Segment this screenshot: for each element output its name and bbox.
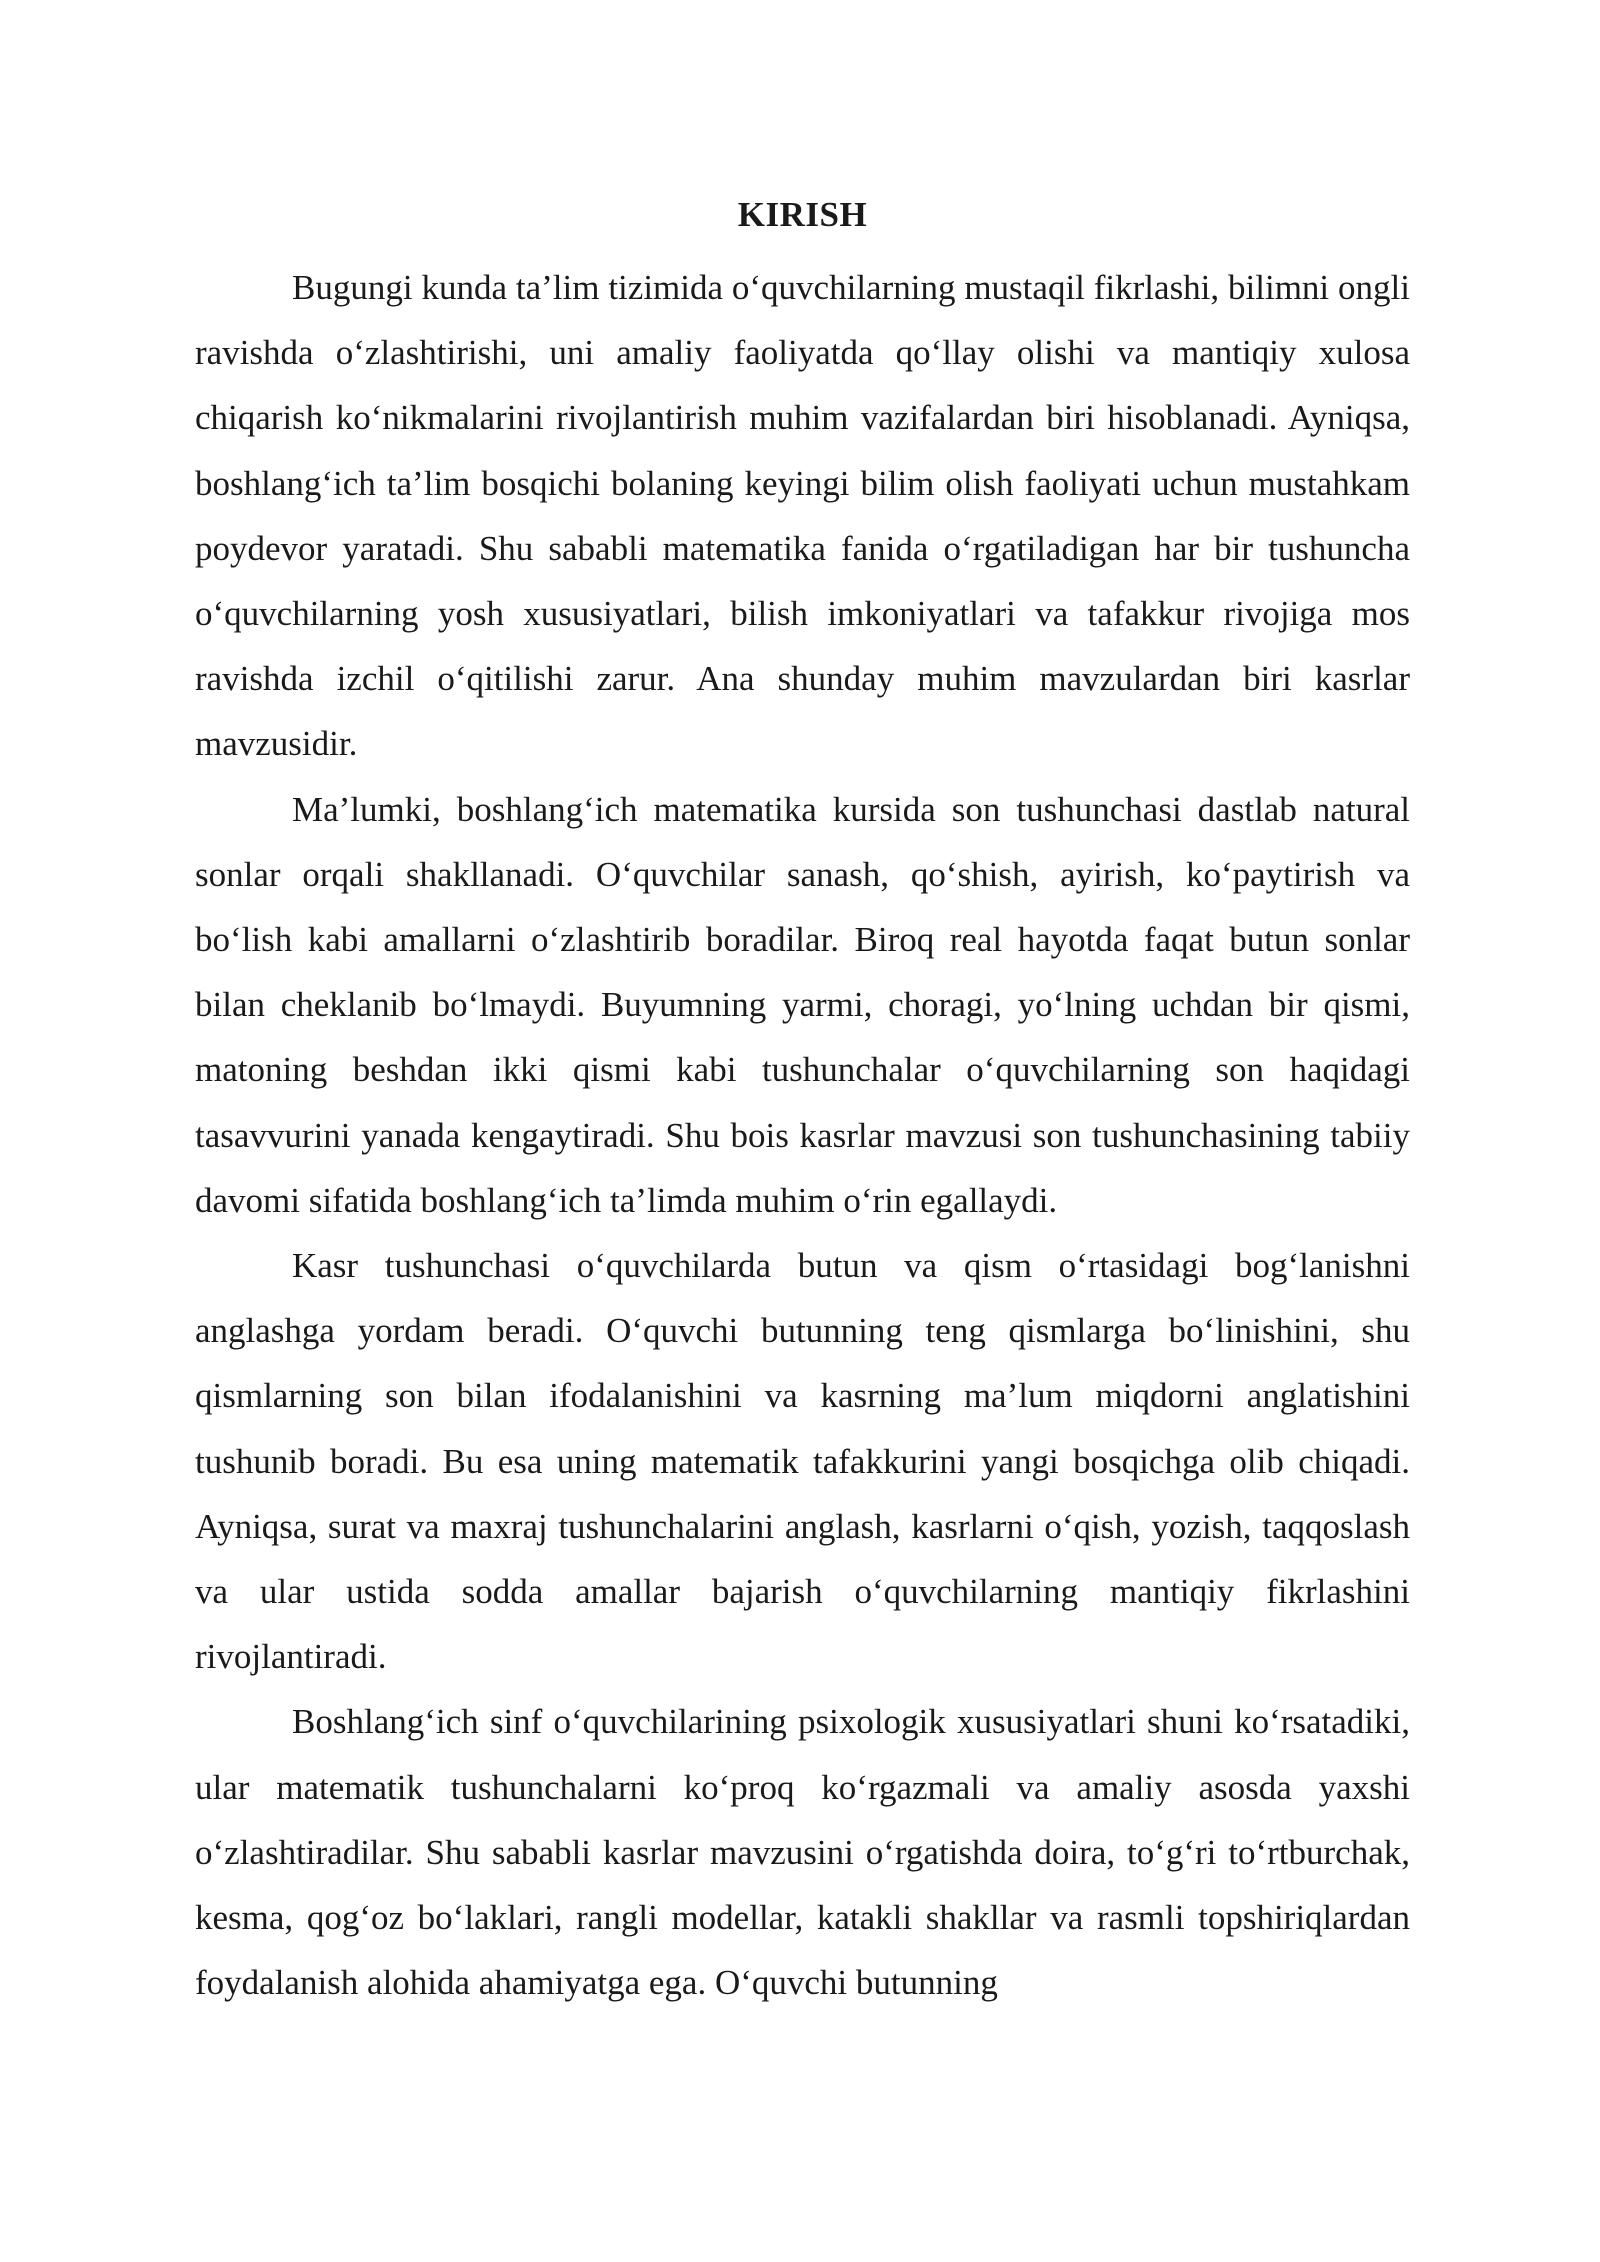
paragraph-4: Boshlang‘ich sinf o‘quvchilarining psixologik xususiyatlari shuni ko‘rsatadiki, ular matematik tushunchalarni ko‘proq ko‘rgazmali va amaliy asosda yaxshi o‘zlashtiradilar. Shu sababli kasrlar mavzusini o‘rgatishda doira, to‘g‘ri to‘rtburchak, kesma, qog‘oz bo‘laklari, rangli modellar, katakli shakllar va rasmli topshiriqlardan foydalanish alohida ahamiyatga ega. O‘quvchi butunning [195,1702,1410,2003]
document-body [195,190,1410,2015]
paragraph-1: Bugungi kunda ta’lim tizimida o‘quvchilarning mustaqil fikrlashi, bilimni ongli ravishda o‘zlashtirishi, uni amaliy faoliyatda qo‘llay olishi va mantiqiy xulosa chiqarish ko‘nikmalarini rivojlantirish muhim vazifalardan biri hisoblanadi. Ayniqsa, boshlang‘ich ta’lim bosqichi bolaning keyingi bilim olish faoliyati uchun mustahkam poydevor yaratadi. Shu sababli matematika fanida o‘rgatiladigan har bir tushuncha o‘quvchilarning yosh xususiyatlari, bilish imkoniyatlari va tafakkur rivojiga mos ravishda izchil o‘qitilishi zarur. Ana shunday muhim mavzulardan biri kasrlar mavzusidir. [195,268,1410,764]
paragraph-3: Kasr tushunchasi o‘quvchilarda butun va qism o‘rtasidagi bog‘lanishni anglashga yordam beradi. O‘quvchi butunning teng qismlarga bo‘linishini, shu qismlarning son bilan ifodalanishini va kasrning ma’lum miqdorni anglatishini tushunib boradi. Bu esa uning matematik tafakkurini yangi bosqichga olib chiqadi. Ayniqsa, surat va maxraj tushunchalarini anglash, kasrlarni o‘qish, yozish, taqqoslash va ular ustida sodda amallar bajarish o‘quvchilarning mantiqiy fikrlashini rivojlantiradi. [195,1246,1410,1677]
paragraph-2: Ma’lumki, boshlang‘ich matematika kursida son tushunchasi dastlab natural sonlar orqali shakllanadi. O‘quvchilar sanash, qo‘shish, ayirish, ko‘paytirish va bo‘lish kabi amallarni o‘zlashtirib boradilar. Biroq real hayotda faqat butun sonlar bilan cheklanib bo‘lmaydi. Buyumning yarmi, choragi, yo‘lning uchdan bir qismi, matoning beshdan ikki qismi kabi tushunchalar o‘quvchilarning son haqidagi tasavvurini yanada kengaytiradi. Shu bois kasrlar mavzusi son tushunchasining tabiiy davomi sifatida boshlang‘ich ta’limda muhim o‘rin egallaydi. [195,789,1410,1220]
page-title: KIRISH [737,195,868,234]
